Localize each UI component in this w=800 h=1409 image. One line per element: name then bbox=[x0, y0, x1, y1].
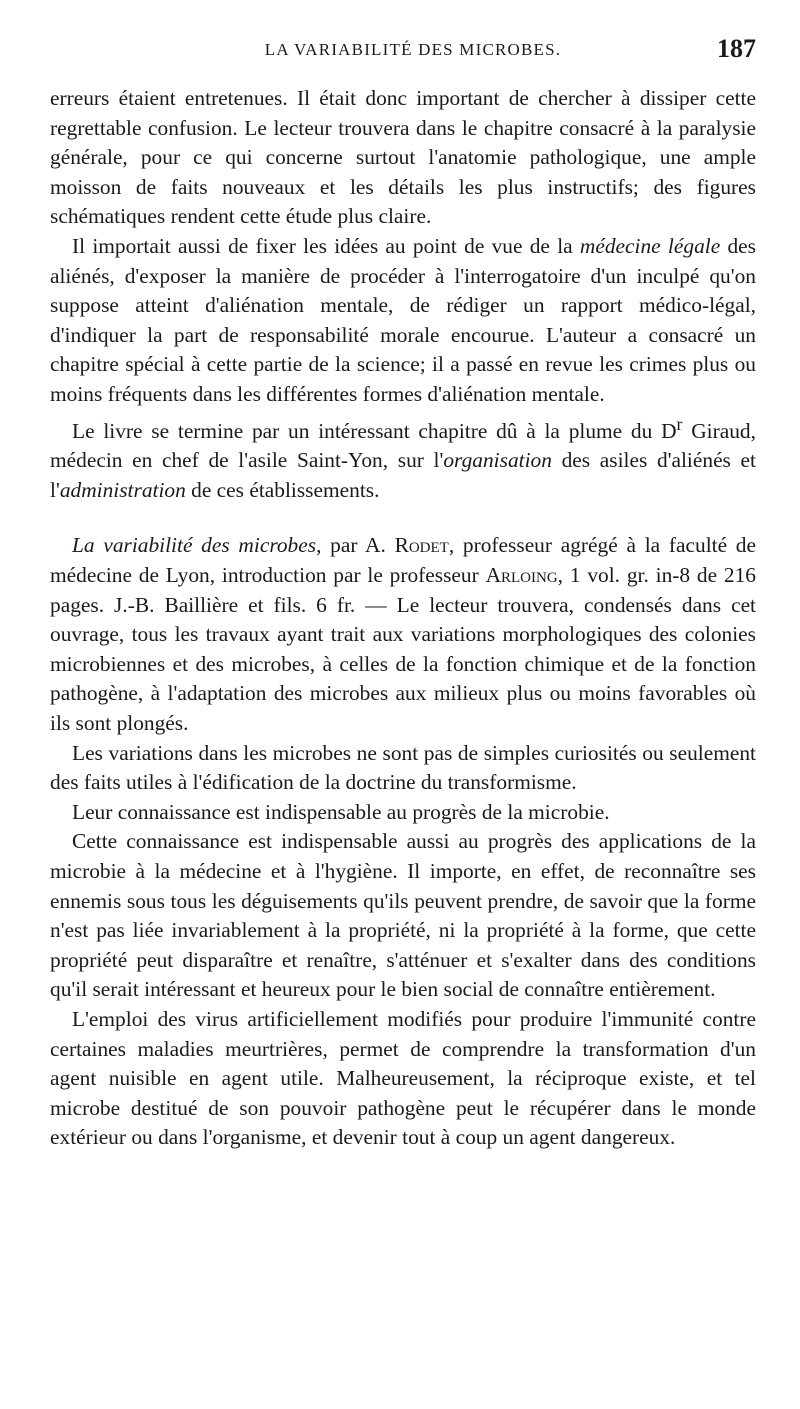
text-run: des aliénés, d'exposer la manière de procéder à l'interrogatoire d'un inculpé qu'on suppose atteint d'aliénation mentale, de rédiger un rapport médico-légal, d'indiquer la part de responsabilité morale encourue. L'auteur a consacré un chapitre spécial à cette partie de la science; il a passé en revue les crimes plus ou moins fréquents dans les différentes formes d'aliénation mentale. bbox=[50, 233, 756, 406]
running-header bbox=[50, 34, 756, 84]
superscript: r bbox=[676, 413, 683, 434]
text-run: , professeur agrégé à la faculté de médecine de Lyon, introduction par le professeur bbox=[50, 533, 756, 588]
paragraph-legal-medicine bbox=[50, 232, 756, 410]
text-run: , 1 vol. gr. in-8 de 216 pages. J.-B. Baillière et fils. 6 fr. — Le lecteur trouvera, condensés dans cet ouvrage, tous les travaux ayant trait aux variations morphologiques des colonies microbiennes et des microbes, à celles de la fonction chimique et de la fonction pathogène, à l'adaptation des microbes aux milieux plus ou moins favorables où ils sont plongés. bbox=[50, 563, 756, 735]
author-name: Rodet bbox=[394, 533, 449, 558]
book-review-entry bbox=[50, 531, 756, 738]
italic-term: administration bbox=[59, 477, 186, 502]
page-number: 187 bbox=[717, 34, 756, 63]
running-title: LA VARIABILITÉ DES MICROBES. bbox=[264, 40, 562, 59]
paragraph-variations: Les variations dans les microbes ne sont pas de simples curiosités ou seulement des faits utiles à l'édification de la doctrine du transformisme. bbox=[50, 740, 756, 795]
page-body bbox=[50, 84, 756, 1153]
paragraph-continuation: erreurs étaient entretenues. Il était donc important de chercher à dissiper cette regrettable confusion. Le lecteur trouvera dans le chapitre consacré à la paralysie générale, pour ce qui concerne surtout l'anatomie pathologique, une ample moisson de faits nouveaux et les détails les plus instructifs; des figures schématiques rendent cette étude plus claire. bbox=[50, 86, 756, 229]
paragraph-knowledge: Leur connaissance est indispensable au progrès de la microbie. bbox=[72, 799, 610, 824]
preface-author: Arloing bbox=[485, 563, 558, 588]
text-run: Le livre se termine par un intéressant chapitre dû à la plume du D bbox=[72, 418, 677, 443]
paragraph-applications: Cette connaissance est indispensable aussi au progrès des applications de la microbie à la médecine et à l'hygiène. Il importe, en effet, de reconnaître ses ennemis sous tous les déguisements qu'ils peuvent prendre, de savoir que la forme n'est pas liée invariablement à la propriété, ni la propriété à la forme, que cette propriété peut disparaître et renaître, s'atténuer et s'exalter dans des conditions qu'il serait intéressant et heureux pour le bien social de connaître entièrement. bbox=[50, 829, 756, 1002]
paragraph-giraud-chapter bbox=[50, 410, 756, 506]
text-run: des asiles d'aliénés et l' bbox=[50, 448, 756, 502]
text-run: , par A. bbox=[316, 533, 395, 558]
text-run: Il importait aussi de fixer les idées au point de vue de la bbox=[72, 233, 580, 258]
text-run: Giraud, médecin en chef de l'asile Saint-Yon, sur l' bbox=[50, 418, 756, 473]
italic-term: organisation bbox=[443, 448, 552, 473]
italic-term: médecine légale bbox=[579, 233, 721, 258]
book-title: La variabilité des microbes bbox=[72, 533, 317, 558]
paragraph-virus-immunity: L'emploi des virus artificiellement modifiés pour produire l'immunité contre certaines maladies meurtrières, permet de comprendre la transformation d'un agent nuisible en agent utile. Malheureusement, la réciproque existe, et tel microbe destitué de son pouvoir pathogène peut le récupérer dans le monde extérieur ou dans l'organisme, et devenir tout à coup un agent dangereux. bbox=[50, 1006, 756, 1150]
text-run: de ces établissements. bbox=[185, 477, 380, 502]
